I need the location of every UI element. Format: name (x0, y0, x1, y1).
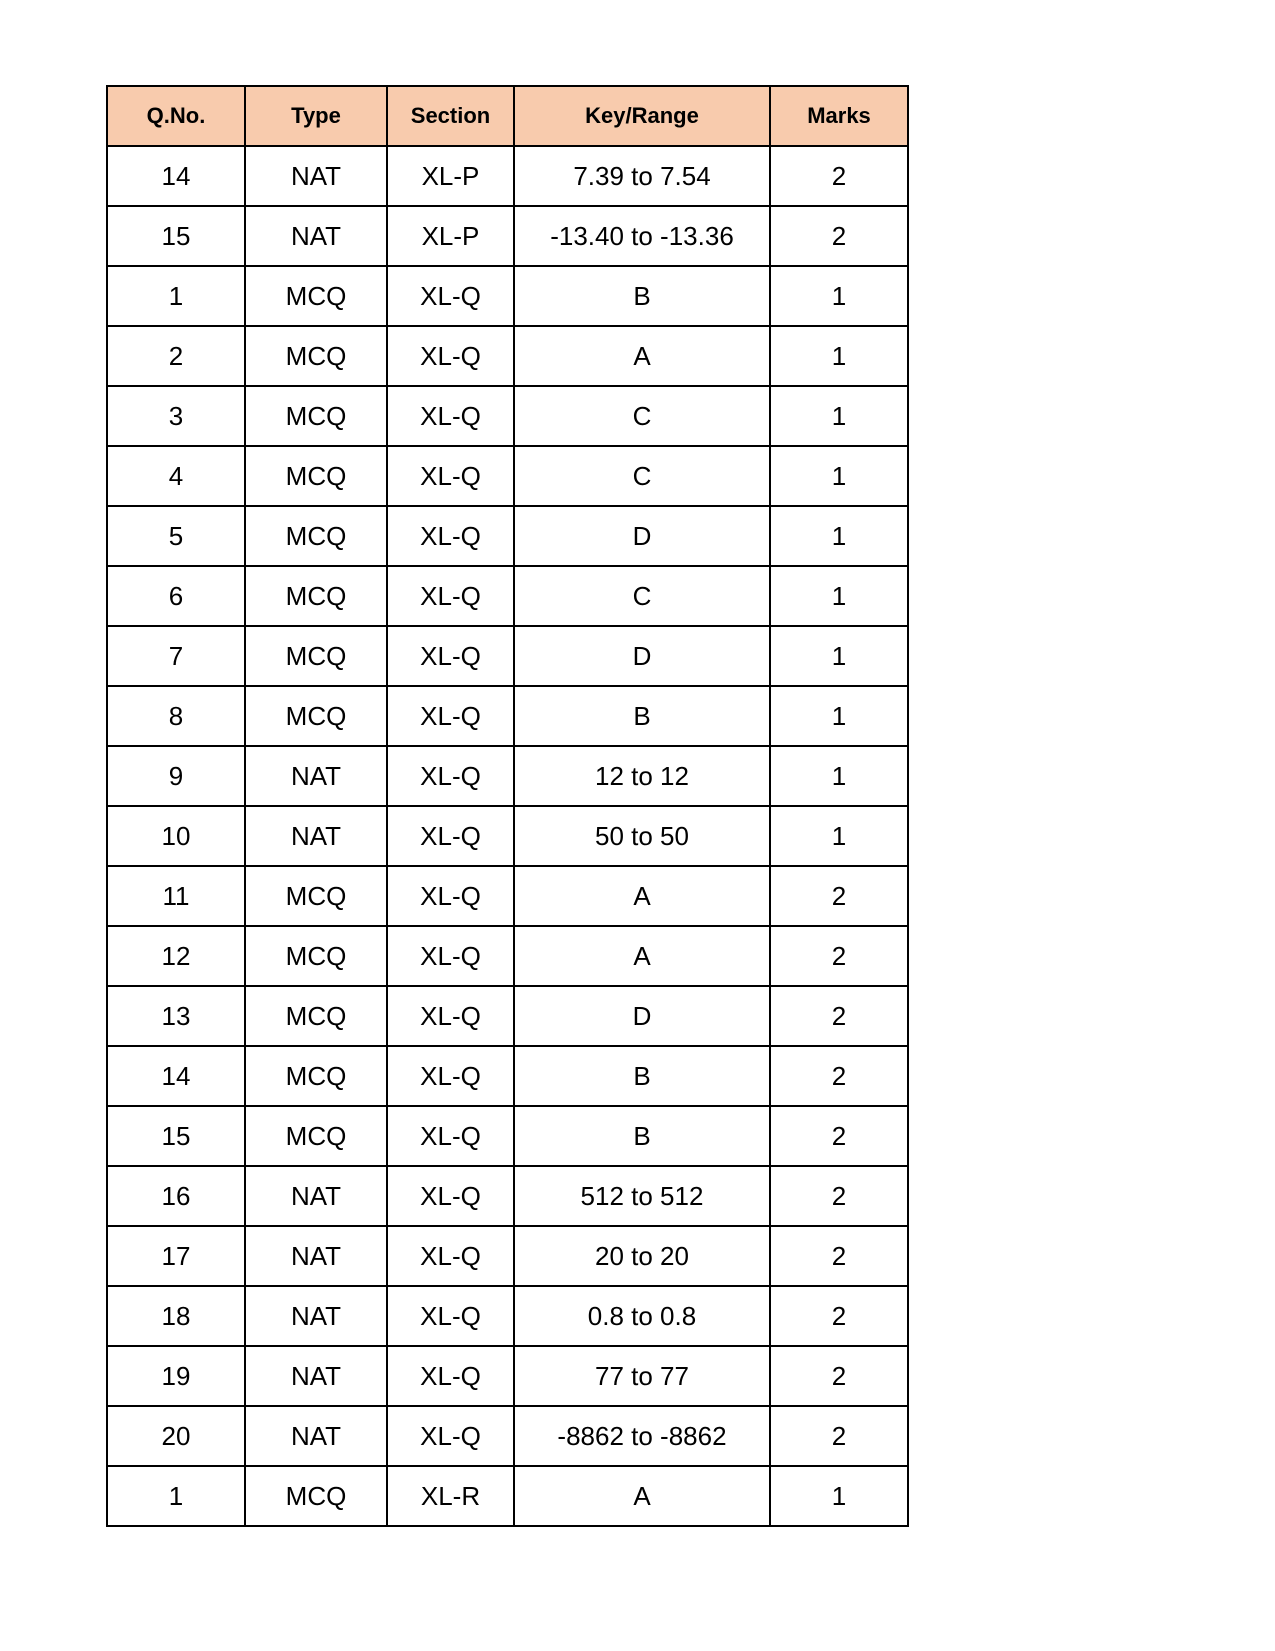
section-cell: XL-Q (387, 1286, 514, 1346)
header-row (107, 86, 908, 146)
table-row (107, 1166, 908, 1226)
table-row (107, 1286, 908, 1346)
section-cell: XL-Q (387, 986, 514, 1046)
header-key-range: Key/Range (514, 86, 770, 146)
table-row (107, 146, 908, 206)
table-row (107, 1466, 908, 1526)
key-range-cell: 50 to 50 (514, 806, 770, 866)
type-cell: MCQ (245, 686, 387, 746)
section-cell: XL-Q (387, 1346, 514, 1406)
type-cell: MCQ (245, 326, 387, 386)
key-range-cell: C (514, 386, 770, 446)
type-cell: MCQ (245, 506, 387, 566)
qno-cell: 14 (107, 146, 245, 206)
type-cell: MCQ (245, 926, 387, 986)
header-marks: Marks (770, 86, 908, 146)
table-row (107, 626, 908, 686)
section-cell: XL-Q (387, 1106, 514, 1166)
section-cell: XL-Q (387, 1226, 514, 1286)
marks-cell: 2 (770, 1346, 908, 1406)
table-row (107, 926, 908, 986)
qno-cell: 2 (107, 326, 245, 386)
type-cell: NAT (245, 206, 387, 266)
qno-cell: 17 (107, 1226, 245, 1286)
key-range-cell: D (514, 626, 770, 686)
table-row (107, 866, 908, 926)
key-range-cell: C (514, 446, 770, 506)
type-cell: NAT (245, 1226, 387, 1286)
table-row (107, 446, 908, 506)
section-cell: XL-P (387, 206, 514, 266)
section-cell: XL-Q (387, 626, 514, 686)
table-body (107, 146, 908, 1526)
marks-cell: 2 (770, 1286, 908, 1346)
qno-cell: 11 (107, 866, 245, 926)
section-cell: XL-R (387, 1466, 514, 1526)
marks-cell: 1 (770, 266, 908, 326)
qno-cell: 5 (107, 506, 245, 566)
type-cell: NAT (245, 146, 387, 206)
type-cell: MCQ (245, 566, 387, 626)
table-row (107, 986, 908, 1046)
header-type: Type (245, 86, 387, 146)
key-range-cell: 77 to 77 (514, 1346, 770, 1406)
qno-cell: 14 (107, 1046, 245, 1106)
type-cell: MCQ (245, 866, 387, 926)
marks-cell: 2 (770, 146, 908, 206)
qno-cell: 6 (107, 566, 245, 626)
type-cell: MCQ (245, 1106, 387, 1166)
section-cell: XL-Q (387, 326, 514, 386)
key-range-cell: A (514, 926, 770, 986)
marks-cell: 1 (770, 566, 908, 626)
qno-cell: 18 (107, 1286, 245, 1346)
type-cell: MCQ (245, 1466, 387, 1526)
type-cell: MCQ (245, 626, 387, 686)
qno-cell: 8 (107, 686, 245, 746)
table-row (107, 1106, 908, 1166)
type-cell: MCQ (245, 1046, 387, 1106)
key-range-cell: B (514, 686, 770, 746)
marks-cell: 2 (770, 1106, 908, 1166)
qno-cell: 15 (107, 1106, 245, 1166)
section-cell: XL-Q (387, 746, 514, 806)
key-range-cell: 12 to 12 (514, 746, 770, 806)
table-row (107, 386, 908, 446)
qno-cell: 7 (107, 626, 245, 686)
table-header (107, 86, 908, 146)
table-row (107, 1346, 908, 1406)
section-cell: XL-Q (387, 806, 514, 866)
qno-cell: 1 (107, 1466, 245, 1526)
qno-cell: 10 (107, 806, 245, 866)
table-row (107, 1046, 908, 1106)
marks-cell: 1 (770, 446, 908, 506)
answer-key-table (106, 85, 909, 1527)
marks-cell: 2 (770, 1166, 908, 1226)
qno-cell: 1 (107, 266, 245, 326)
qno-cell: 15 (107, 206, 245, 266)
key-range-cell: -8862 to -8862 (514, 1406, 770, 1466)
marks-cell: 2 (770, 1046, 908, 1106)
key-range-cell: B (514, 1046, 770, 1106)
qno-cell: 13 (107, 986, 245, 1046)
type-cell: MCQ (245, 266, 387, 326)
key-range-cell: B (514, 266, 770, 326)
key-range-cell: 20 to 20 (514, 1226, 770, 1286)
qno-cell: 20 (107, 1406, 245, 1466)
key-range-cell: D (514, 506, 770, 566)
qno-cell: 16 (107, 1166, 245, 1226)
table-row (107, 1406, 908, 1466)
key-range-cell: B (514, 1106, 770, 1166)
section-cell: XL-Q (387, 506, 514, 566)
section-cell: XL-Q (387, 926, 514, 986)
key-range-cell: -13.40 to -13.36 (514, 206, 770, 266)
section-cell: XL-Q (387, 866, 514, 926)
key-range-cell: C (514, 566, 770, 626)
marks-cell: 1 (770, 686, 908, 746)
marks-cell: 1 (770, 746, 908, 806)
marks-cell: 2 (770, 986, 908, 1046)
section-cell: XL-Q (387, 1046, 514, 1106)
marks-cell: 1 (770, 506, 908, 566)
key-range-cell: A (514, 326, 770, 386)
qno-cell: 12 (107, 926, 245, 986)
section-cell: XL-Q (387, 1406, 514, 1466)
table-row (107, 506, 908, 566)
header-qno: Q.No. (107, 86, 245, 146)
type-cell: MCQ (245, 386, 387, 446)
key-range-cell: 512 to 512 (514, 1166, 770, 1226)
section-cell: XL-Q (387, 1166, 514, 1226)
type-cell: MCQ (245, 446, 387, 506)
key-range-cell: 0.8 to 0.8 (514, 1286, 770, 1346)
marks-cell: 2 (770, 1226, 908, 1286)
table-row (107, 206, 908, 266)
table-row (107, 566, 908, 626)
section-cell: XL-Q (387, 686, 514, 746)
section-cell: XL-Q (387, 566, 514, 626)
table-row (107, 746, 908, 806)
type-cell: NAT (245, 1346, 387, 1406)
table-row (107, 266, 908, 326)
qno-cell: 19 (107, 1346, 245, 1406)
marks-cell: 1 (770, 326, 908, 386)
section-cell: XL-Q (387, 266, 514, 326)
section-cell: XL-Q (387, 446, 514, 506)
key-range-cell: 7.39 to 7.54 (514, 146, 770, 206)
marks-cell: 2 (770, 926, 908, 986)
table-row (107, 1226, 908, 1286)
table-row (107, 806, 908, 866)
marks-cell: 2 (770, 206, 908, 266)
type-cell: NAT (245, 746, 387, 806)
qno-cell: 3 (107, 386, 245, 446)
marks-cell: 1 (770, 1466, 908, 1526)
type-cell: MCQ (245, 986, 387, 1046)
type-cell: NAT (245, 1166, 387, 1226)
table-row (107, 686, 908, 746)
header-section: Section (387, 86, 514, 146)
table-row (107, 326, 908, 386)
marks-cell: 1 (770, 806, 908, 866)
marks-cell: 2 (770, 1406, 908, 1466)
type-cell: NAT (245, 806, 387, 866)
key-range-cell: A (514, 1466, 770, 1526)
key-range-cell: D (514, 986, 770, 1046)
marks-cell: 1 (770, 386, 908, 446)
qno-cell: 4 (107, 446, 245, 506)
qno-cell: 9 (107, 746, 245, 806)
key-range-cell: A (514, 866, 770, 926)
marks-cell: 2 (770, 866, 908, 926)
section-cell: XL-P (387, 146, 514, 206)
marks-cell: 1 (770, 626, 908, 686)
section-cell: XL-Q (387, 386, 514, 446)
type-cell: NAT (245, 1286, 387, 1346)
type-cell: NAT (245, 1406, 387, 1466)
